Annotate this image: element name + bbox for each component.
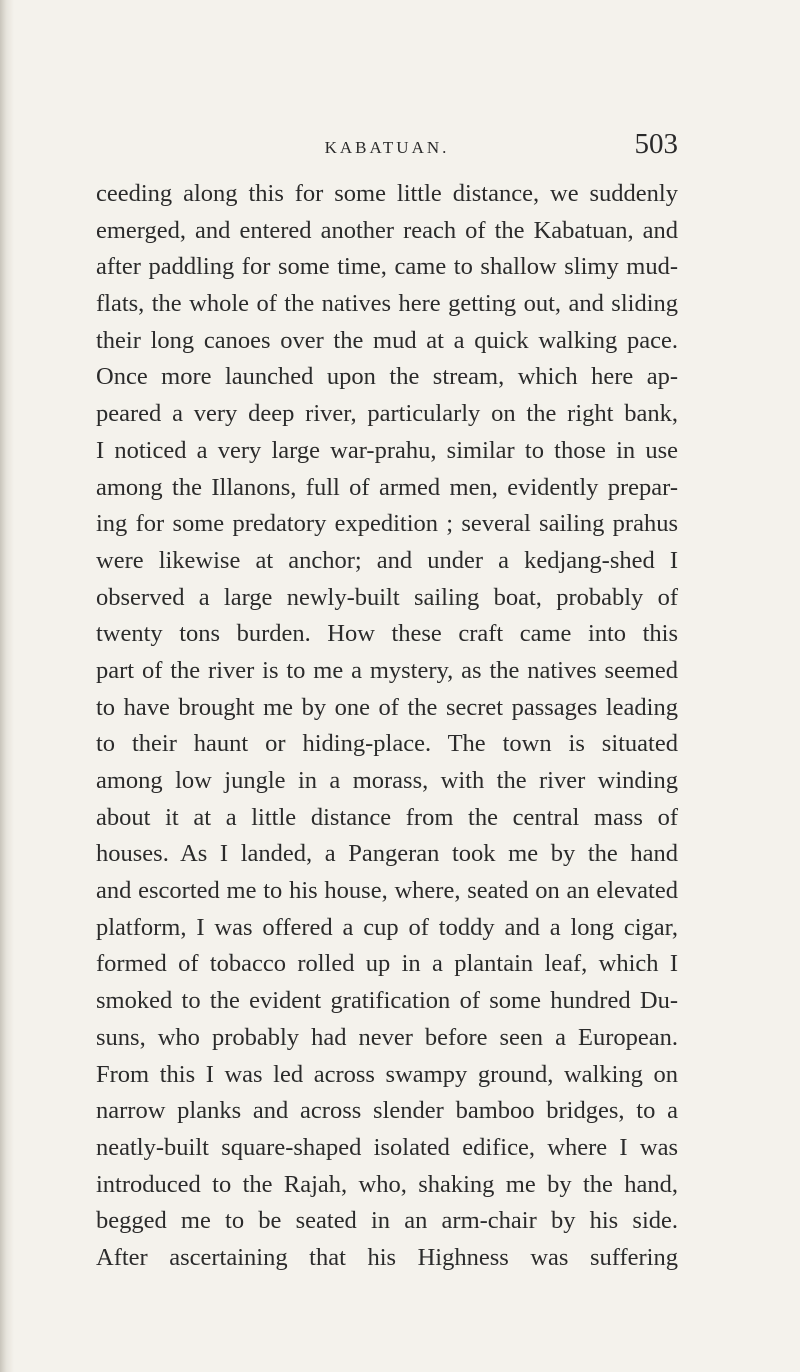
- text-line: among low jungle in a morass, with the river winding: [96, 767, 678, 794]
- text-line: begged me to be seated in an arm-chair by his side.: [96, 1207, 678, 1235]
- text-line: Once more launched upon the stream, which here ap-: [96, 363, 678, 391]
- text-line: From this I was led across swampy ground, walking on: [96, 1060, 678, 1088]
- text-line: emerged, and entered another reach of the Kabatuan, and: [96, 216, 678, 244]
- text-line: peared a very deep river, particularly on the right bank,: [96, 400, 678, 428]
- text-line: platform, I was offered a cup of toddy and a long cigar,: [96, 913, 678, 941]
- text-line: flats, the whole of the natives here getting out, and sliding: [96, 290, 678, 318]
- text-line: observed a large newly-built sailing boat, probably of: [96, 583, 678, 611]
- text-line: part of the river is to me a mystery, as the natives seemed: [96, 656, 678, 684]
- text-line: to their haunt or hiding-place. The town is situated: [96, 730, 678, 758]
- page-binding-shadow: [0, 0, 14, 1372]
- text-line: formed of tobacco rolled up in a plantain leaf, which I: [96, 950, 678, 978]
- text-line: neatly-built square-shaped isolated edifice, where I was: [96, 1133, 678, 1161]
- text-line: introduced to the Rajah, who, shaking me by the hand,: [96, 1170, 678, 1198]
- body-text: [96, 176, 678, 1277]
- text-line: After ascertaining that his Highness was suffering: [96, 1243, 678, 1271]
- text-line: and escorted me to his house, where, seated on an elevated: [96, 877, 678, 905]
- running-title: KABATUAN.: [324, 138, 450, 157]
- text-line: houses. As I landed, a Pangeran took me by the hand: [96, 840, 678, 868]
- text-line: ceeding along this for some little distance, we suddenly: [96, 180, 678, 207]
- page-number: 503: [634, 128, 678, 160]
- text-line: narrow planks and across slender bamboo bridges, to a: [96, 1097, 678, 1125]
- text-line: after paddling for some time, came to shallow slimy mud-: [96, 253, 678, 281]
- text-line: among the Illanons, full of armed men, evidently prepar-: [96, 473, 678, 501]
- text-line: ing for some predatory expedition ; several sailing prahus: [96, 510, 678, 538]
- text-line: about it at a little distance from the central mass of: [96, 803, 678, 831]
- text-line: to have brought me by one of the secret passages leading: [96, 693, 678, 721]
- text-line: twenty tons burden. How these craft came into this: [96, 620, 678, 648]
- text-line: suns, who probably had never before seen a European.: [96, 1023, 678, 1051]
- text-line: their long canoes over the mud at a quick walking pace.: [96, 326, 678, 354]
- text-line: smoked to the evident gratification of some hundred Du-: [96, 987, 678, 1015]
- text-line: were likewise at anchor; and under a kedjang-shed I: [96, 546, 678, 574]
- text-line: I noticed a very large war-prahu, similar to those in use: [96, 436, 678, 464]
- running-head: [96, 128, 678, 172]
